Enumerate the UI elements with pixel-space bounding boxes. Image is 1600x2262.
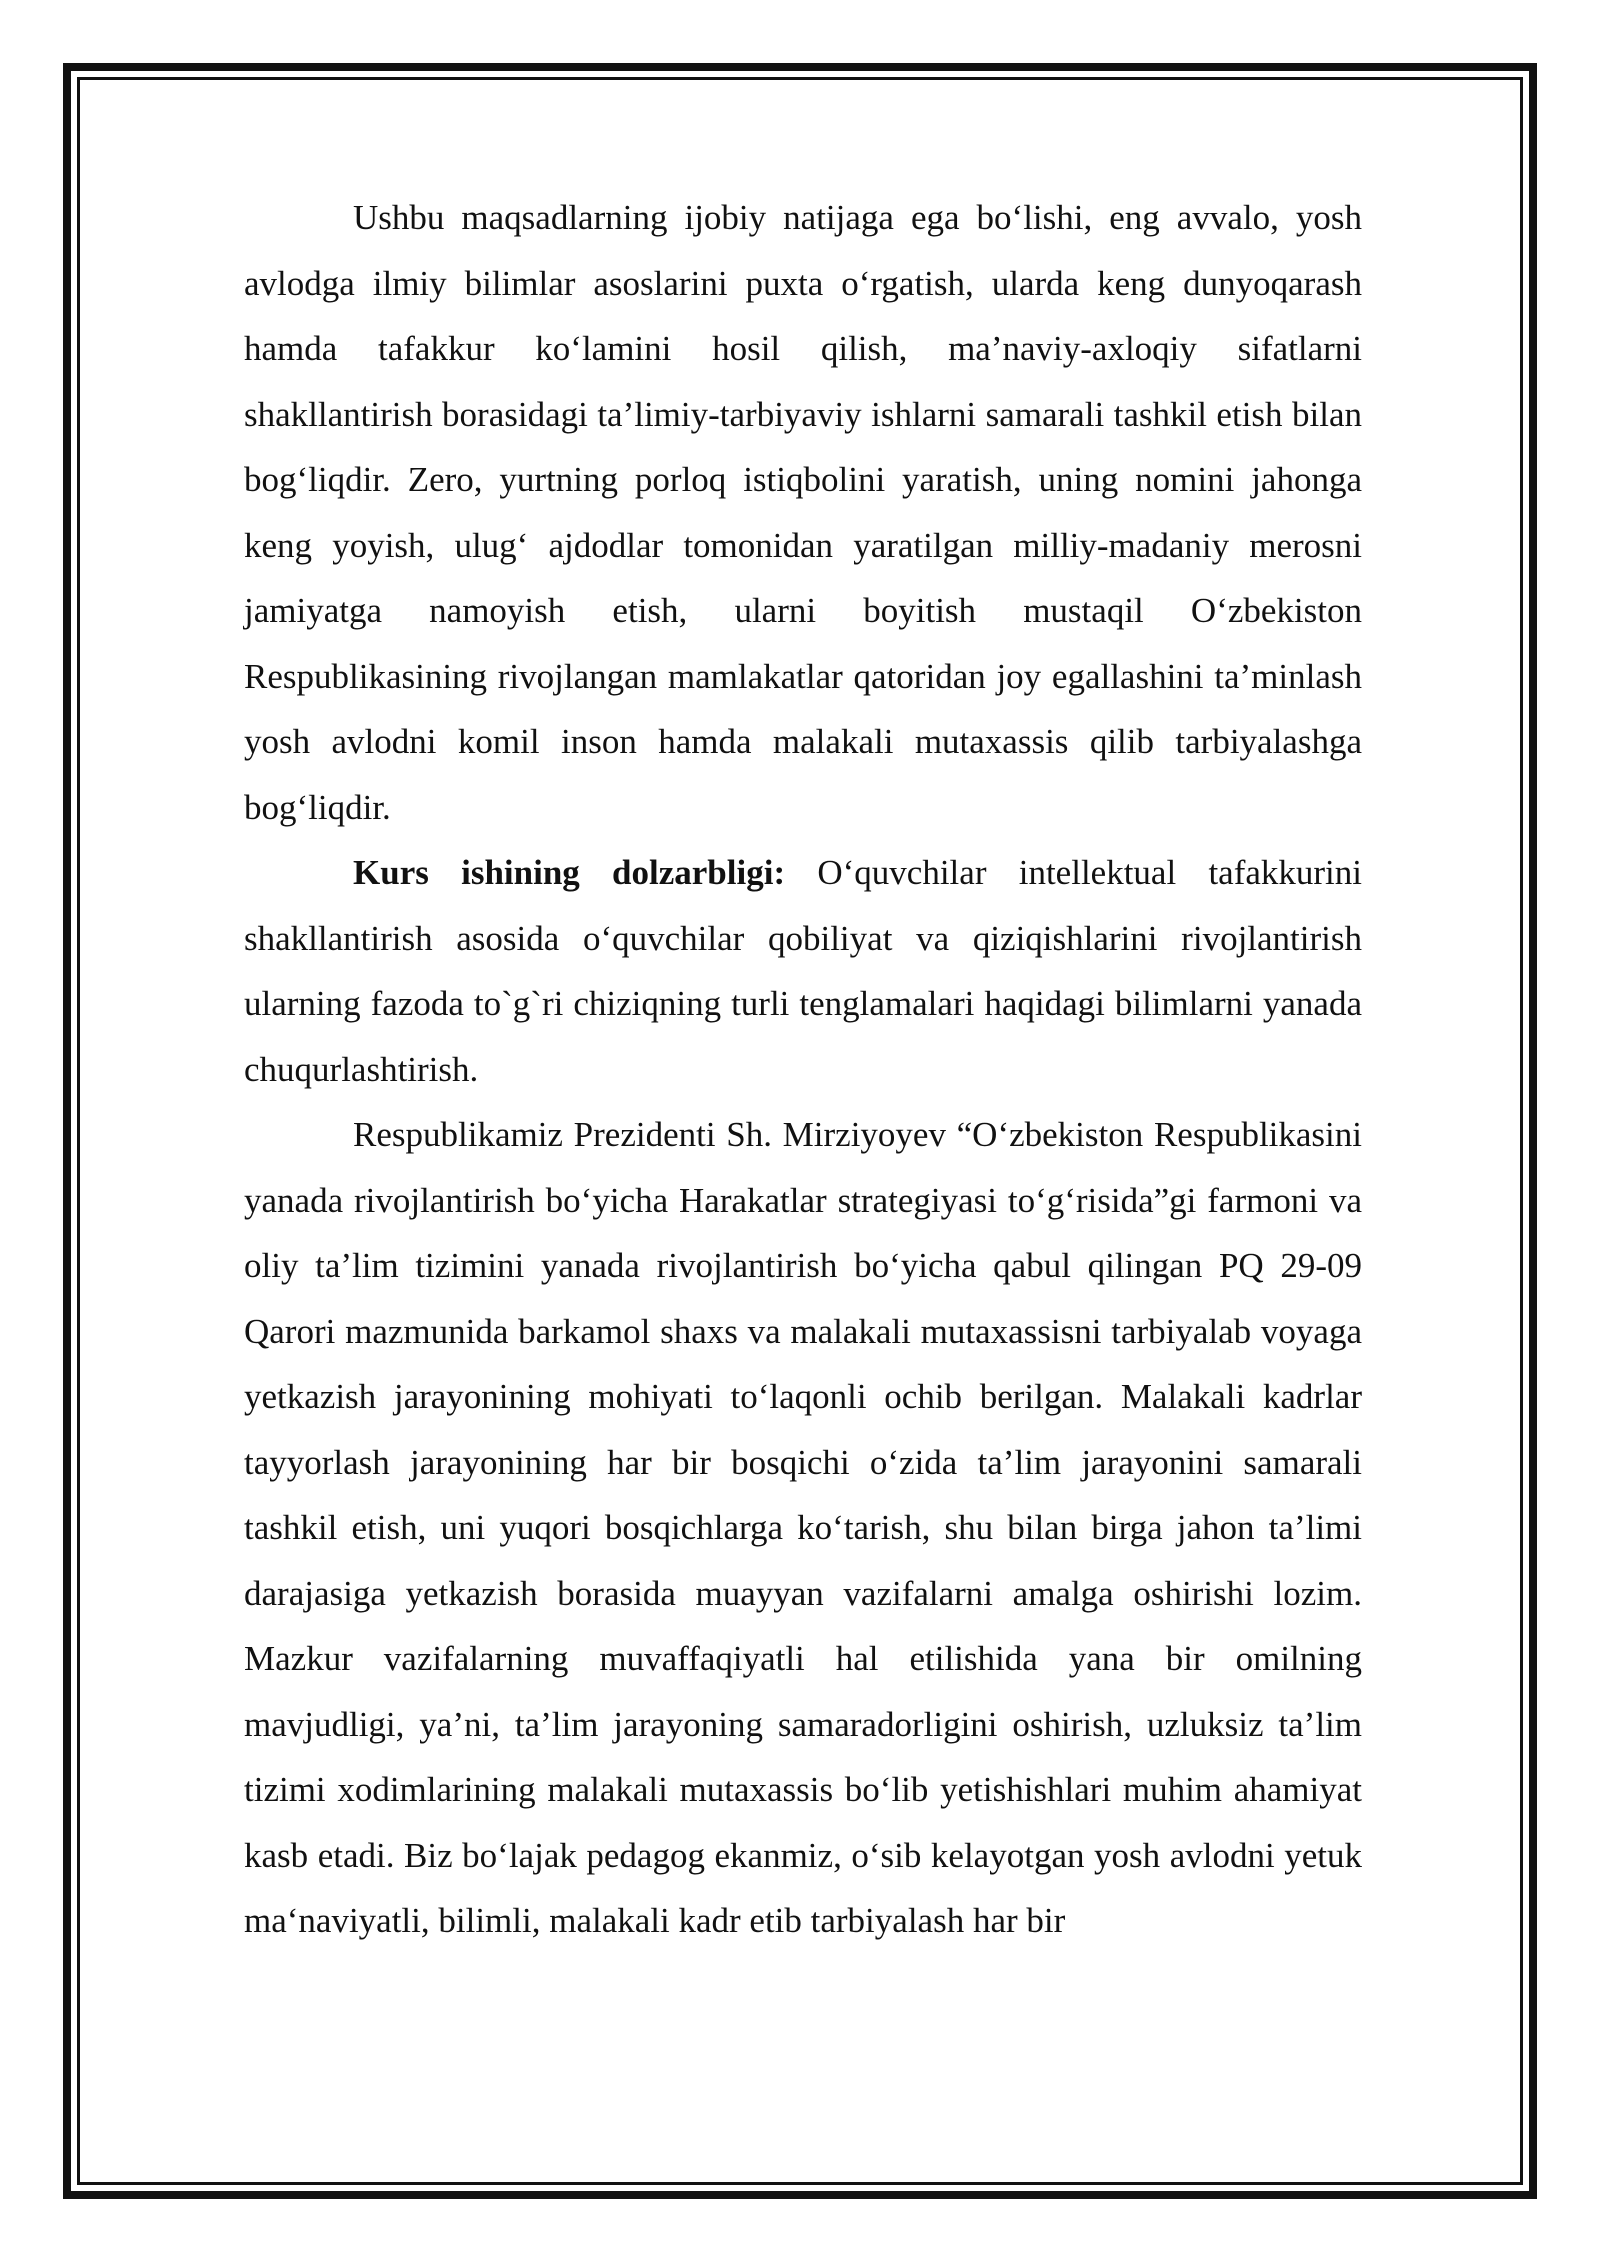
paragraph-goals-text: Ushbu maqsadlarning ijobiy natijaga ega bo‘lishi, eng avvalo, yosh avlodga ilmiy bilimlar asoslarini puxta o‘rgatish, ularda keng dunyoqarash hamda tafakkur ko‘lamini hosil qilish, ma’naviy-axloqiy sifatlarni shakllantirish borasidagi ta’limiy-tarbiyaviy ishlarni samarali tashkil etish bilan bog‘liqdir. Zero, yurtning porloq istiqbolini yaratish, uning nomini jahonga keng yoyish, ulug‘ ajdodlar tomonidan yaratilgan milliy-madaniy merosni jamiyatga namoyish etish, ularni boyitish mustaqil O‘zbekiston Respublikasining rivojlangan mamlakatlar qatoridan joy egallashini ta’minlash yosh avlodni komil inson hamda malakali mutaxassis qilib tarbiyalashga bog‘liqdir. bbox=[244, 198, 1362, 827]
paragraph-relevance bbox=[244, 840, 1362, 1102]
document-body bbox=[244, 185, 1362, 1954]
paragraph-relevance-text: O‘quvchilar intellektual tafakkurini shakllantirish asosida o‘quvchilar qobiliyat va qiziqishlarini rivojlantirish ularning fazoda to`g`ri chiziqning turli tenglamalari haqidagi bilimlarni yanada chuqurlashtirish. bbox=[244, 853, 1362, 1089]
paragraph-president-decree-text: Respublikamiz Prezidenti Sh. Mirziyoyev “O‘zbekiston Respublikasini yanada rivojlantirish bo‘yicha Harakatlar strategiyasi to‘g‘risida”gi farmoni va oliy ta’lim tizimini yanada rivojlantirish bo‘yicha qabul qilingan PQ 29-09 Qarori mazmunida barkamol shaxs va malakali mutaxassisni tarbiyalab voyaga yetkazish jarayonining mohiyati to‘laqonli ochib berilgan. Malakali kadrlar tayyorlash jarayonining har bir bosqichi o‘zida ta’lim jarayonini samarali tashkil etish, uni yuqori bosqichlarga ko‘tarish, shu bilan birga jahon ta’limi darajasiga yetkazish borasida muayyan vazifalarni amalga oshirishi lozim. Mazkur vazifalarning muvaffaqiyatli hal etilishida yana bir omilning mavjudligi, ya’ni, ta’lim jarayoning samaradorligini oshirish, uzluksiz ta’lim tizimi xodimlarining malakali mutaxassis bo‘lib yetishishlari muhim ahamiyat kasb etadi. Biz bo‘lajak pedagog ekanmiz, o‘sib kelayotgan yosh avlodni yetuk ma‘naviyatli, bilimli, malakali kadr etib tarbiyalash har bir bbox=[244, 1115, 1362, 1940]
relevance-heading: Kurs ishining dolzarbligi: bbox=[353, 853, 786, 892]
paragraph-goals bbox=[244, 185, 1362, 840]
paragraph-president-decree bbox=[244, 1102, 1362, 1954]
